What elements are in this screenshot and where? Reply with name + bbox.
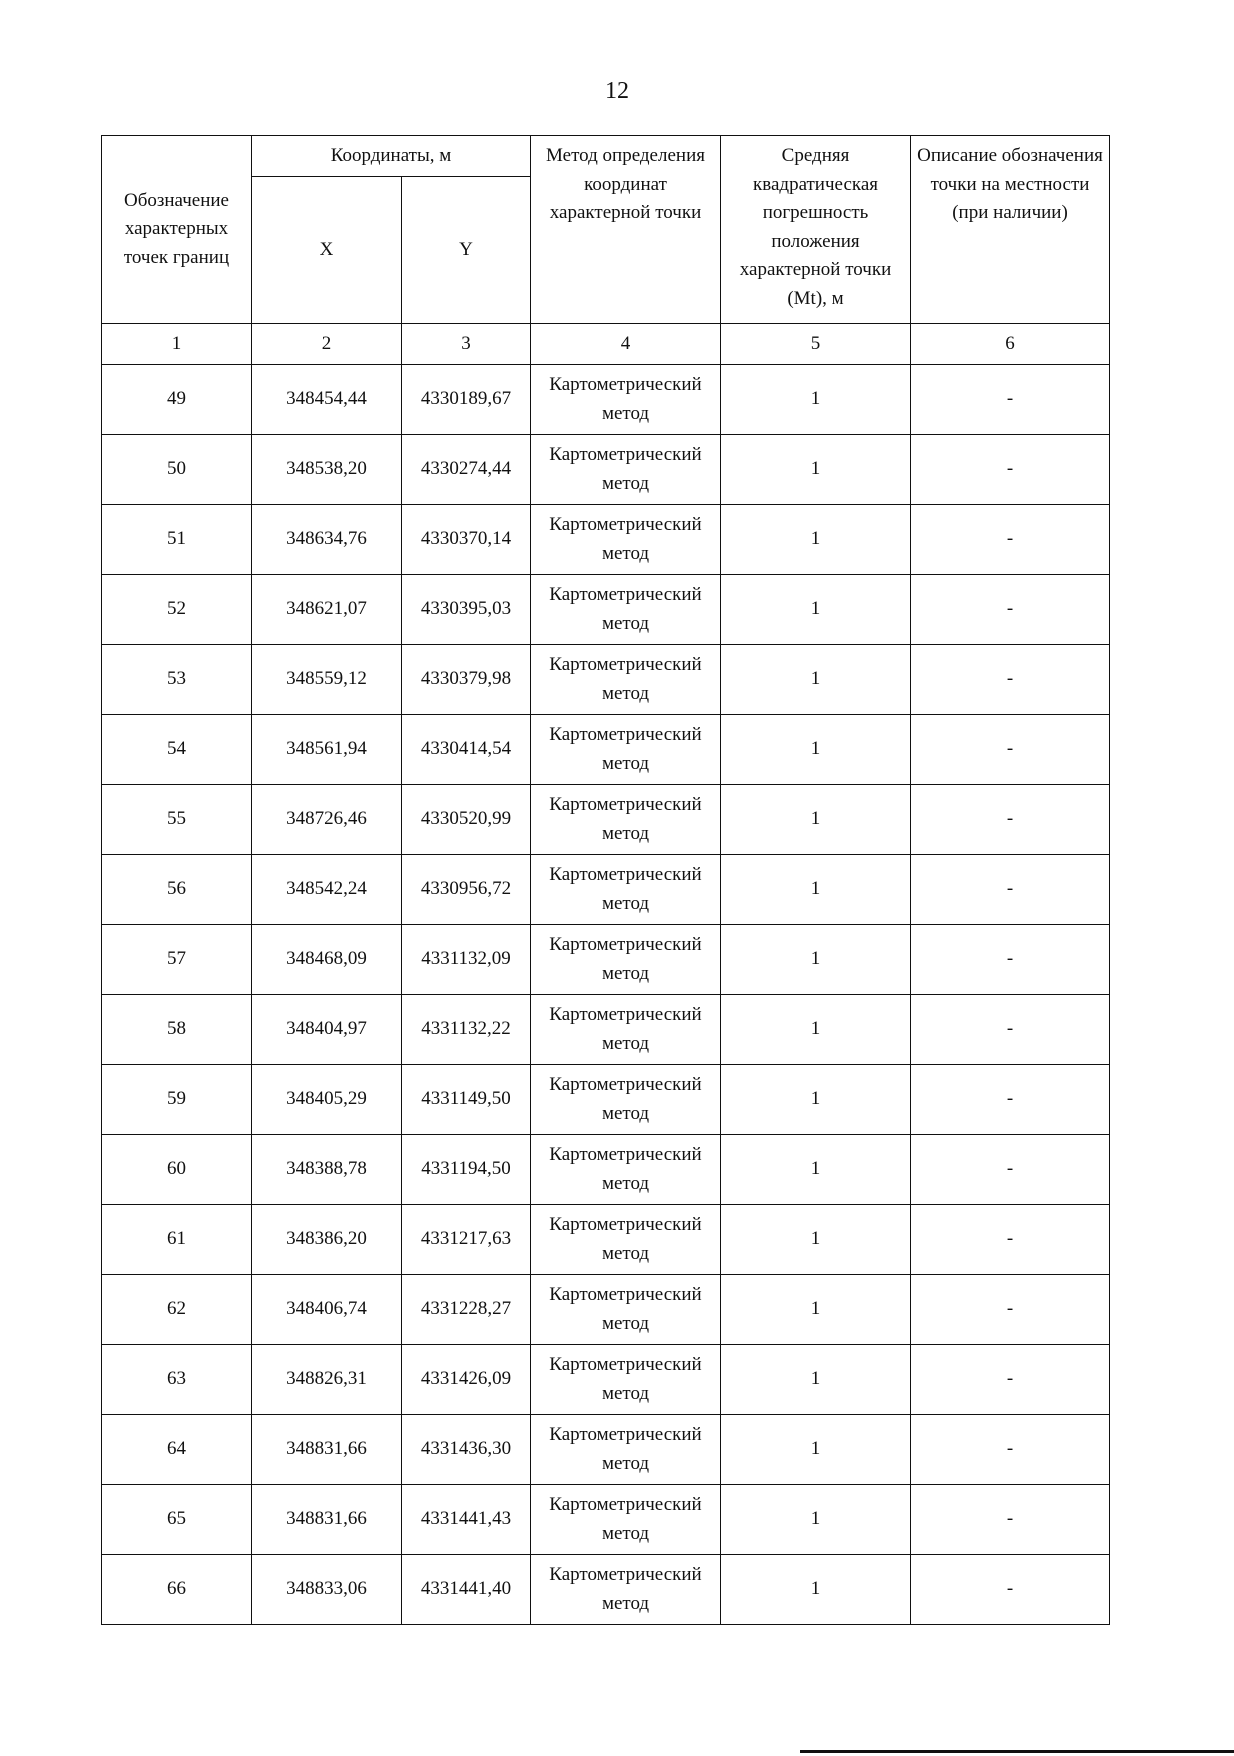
coordinate-x-cell: 348468,09 — [252, 925, 402, 995]
coordinate-y-cell: 4331217,63 — [402, 1205, 531, 1275]
column-number: 6 — [911, 324, 1110, 365]
error-cell: 1 — [721, 645, 911, 715]
description-cell: - — [911, 435, 1110, 505]
header-error: Средняя квадратическая погрешность положения характерной точки (Mt), м — [721, 136, 911, 324]
description-cell: - — [911, 575, 1110, 645]
coordinate-x-cell: 348542,24 — [252, 855, 402, 925]
description-cell: - — [911, 645, 1110, 715]
header-designation: Обозначение характерных точек границ — [102, 136, 252, 324]
point-designation-cell: 61 — [102, 1205, 252, 1275]
coordinate-y-cell: 4331228,27 — [402, 1275, 531, 1345]
description-cell: - — [911, 785, 1110, 855]
error-cell: 1 — [721, 855, 911, 925]
table-row — [102, 925, 1110, 995]
coordinate-y-cell: 4330370,14 — [402, 505, 531, 575]
method-cell: Картометрический метод — [531, 925, 721, 995]
coordinate-y-cell: 4331194,50 — [402, 1135, 531, 1205]
point-designation-cell: 54 — [102, 715, 252, 785]
description-cell: - — [911, 995, 1110, 1065]
coordinate-x-cell: 348388,78 — [252, 1135, 402, 1205]
coordinate-y-cell: 4331441,43 — [402, 1485, 531, 1555]
error-cell: 1 — [721, 365, 911, 435]
table-row — [102, 575, 1110, 645]
error-cell: 1 — [721, 505, 911, 575]
method-cell: Картометрический метод — [531, 1065, 721, 1135]
table-row — [102, 1555, 1110, 1625]
method-cell: Картометрический метод — [531, 855, 721, 925]
error-cell: 1 — [721, 1275, 911, 1345]
method-cell: Картометрический метод — [531, 1275, 721, 1345]
coordinate-y-cell: 4330520,99 — [402, 785, 531, 855]
table-row — [102, 995, 1110, 1065]
table-row — [102, 365, 1110, 435]
method-cell: Картометрический метод — [531, 785, 721, 855]
coordinate-x-cell: 348405,29 — [252, 1065, 402, 1135]
column-numbers-row — [102, 324, 1110, 365]
method-cell: Картометрический метод — [531, 1555, 721, 1625]
table-row — [102, 1485, 1110, 1555]
description-cell: - — [911, 925, 1110, 995]
point-designation-cell: 63 — [102, 1345, 252, 1415]
table-row — [102, 1275, 1110, 1345]
point-designation-cell: 57 — [102, 925, 252, 995]
coordinate-y-cell: 4331132,09 — [402, 925, 531, 995]
method-cell: Картометрический метод — [531, 995, 721, 1065]
header-method: Метод определения координат характерной точки — [531, 136, 721, 324]
point-designation-cell: 53 — [102, 645, 252, 715]
point-designation-cell: 51 — [102, 505, 252, 575]
coordinate-x-cell: 348833,06 — [252, 1555, 402, 1625]
table-row — [102, 1345, 1110, 1415]
coordinate-x-cell: 348406,74 — [252, 1275, 402, 1345]
table-row — [102, 1135, 1110, 1205]
point-designation-cell: 65 — [102, 1485, 252, 1555]
error-cell: 1 — [721, 1345, 911, 1415]
footer-divider — [800, 1750, 1234, 1753]
error-cell: 1 — [721, 785, 911, 855]
description-cell: - — [911, 1555, 1110, 1625]
coordinate-x-cell: 348538,20 — [252, 435, 402, 505]
coordinate-y-cell: 4331436,30 — [402, 1415, 531, 1485]
description-cell: - — [911, 365, 1110, 435]
table-row — [102, 1415, 1110, 1485]
error-cell: 1 — [721, 1555, 911, 1625]
description-cell: - — [911, 1345, 1110, 1415]
column-number: 3 — [402, 324, 531, 365]
table-row — [102, 855, 1110, 925]
point-designation-cell: 52 — [102, 575, 252, 645]
coordinate-y-cell: 4330395,03 — [402, 575, 531, 645]
coordinate-y-cell: 4330274,44 — [402, 435, 531, 505]
point-designation-cell: 50 — [102, 435, 252, 505]
coordinate-y-cell: 4331132,22 — [402, 995, 531, 1065]
column-number: 4 — [531, 324, 721, 365]
point-designation-cell: 56 — [102, 855, 252, 925]
error-cell: 1 — [721, 575, 911, 645]
method-cell: Картометрический метод — [531, 365, 721, 435]
coordinate-y-cell: 4330189,67 — [402, 365, 531, 435]
page-number: 12 — [605, 78, 629, 104]
description-cell: - — [911, 505, 1110, 575]
point-designation-cell: 55 — [102, 785, 252, 855]
description-cell: - — [911, 1415, 1110, 1485]
description-cell: - — [911, 1065, 1110, 1135]
point-designation-cell: 49 — [102, 365, 252, 435]
method-cell: Картометрический метод — [531, 505, 721, 575]
method-cell: Картометрический метод — [531, 1485, 721, 1555]
coordinate-x-cell: 348559,12 — [252, 645, 402, 715]
coordinate-y-cell: 4331441,40 — [402, 1555, 531, 1625]
table-row — [102, 435, 1110, 505]
point-designation-cell: 66 — [102, 1555, 252, 1625]
point-designation-cell: 62 — [102, 1275, 252, 1345]
method-cell: Картометрический метод — [531, 435, 721, 505]
method-cell: Картометрический метод — [531, 1345, 721, 1415]
coordinate-x-cell: 348386,20 — [252, 1205, 402, 1275]
error-cell: 1 — [721, 1065, 911, 1135]
column-number: 1 — [102, 324, 252, 365]
coordinate-x-cell: 348831,66 — [252, 1485, 402, 1555]
coordinate-y-cell: 4330379,98 — [402, 645, 531, 715]
header-coordinates: Координаты, м — [252, 136, 531, 177]
method-cell: Картометрический метод — [531, 1415, 721, 1485]
coordinate-y-cell: 4331426,09 — [402, 1345, 531, 1415]
error-cell: 1 — [721, 1485, 911, 1555]
column-number: 2 — [252, 324, 402, 365]
table-row — [102, 645, 1110, 715]
error-cell: 1 — [721, 1415, 911, 1485]
error-cell: 1 — [721, 925, 911, 995]
table-row — [102, 715, 1110, 785]
coordinate-x-cell: 348831,66 — [252, 1415, 402, 1485]
method-cell: Картометрический метод — [531, 645, 721, 715]
description-cell: - — [911, 715, 1110, 785]
table-row — [102, 505, 1110, 575]
coordinate-y-cell: 4331149,50 — [402, 1065, 531, 1135]
error-cell: 1 — [721, 435, 911, 505]
method-cell: Картометрический метод — [531, 575, 721, 645]
column-number: 5 — [721, 324, 911, 365]
coordinate-x-cell: 348826,31 — [252, 1345, 402, 1415]
coordinate-x-cell: 348726,46 — [252, 785, 402, 855]
error-cell: 1 — [721, 1205, 911, 1275]
coordinate-x-cell: 348404,97 — [252, 995, 402, 1065]
header-y: Y — [402, 177, 531, 324]
table-row — [102, 785, 1110, 855]
description-cell: - — [911, 1485, 1110, 1555]
coordinate-x-cell: 348454,44 — [252, 365, 402, 435]
error-cell: 1 — [721, 995, 911, 1065]
method-cell: Картометрический метод — [531, 715, 721, 785]
error-cell: 1 — [721, 715, 911, 785]
coordinate-y-cell: 4330956,72 — [402, 855, 531, 925]
description-cell: - — [911, 855, 1110, 925]
header-x: X — [252, 177, 402, 324]
description-cell: - — [911, 1205, 1110, 1275]
point-designation-cell: 60 — [102, 1135, 252, 1205]
point-designation-cell: 58 — [102, 995, 252, 1065]
header-description: Описание обозначения точки на местности (при наличии) — [911, 136, 1110, 324]
point-designation-cell: 64 — [102, 1415, 252, 1485]
method-cell: Картометрический метод — [531, 1135, 721, 1205]
table-row — [102, 1205, 1110, 1275]
coordinate-x-cell: 348621,07 — [252, 575, 402, 645]
coordinates-table — [101, 135, 1110, 1625]
method-cell: Картометрический метод — [531, 1205, 721, 1275]
error-cell: 1 — [721, 1135, 911, 1205]
coordinate-x-cell: 348634,76 — [252, 505, 402, 575]
table-row — [102, 1065, 1110, 1135]
point-designation-cell: 59 — [102, 1065, 252, 1135]
coordinate-y-cell: 4330414,54 — [402, 715, 531, 785]
coordinate-x-cell: 348561,94 — [252, 715, 402, 785]
description-cell: - — [911, 1135, 1110, 1205]
description-cell: - — [911, 1275, 1110, 1345]
